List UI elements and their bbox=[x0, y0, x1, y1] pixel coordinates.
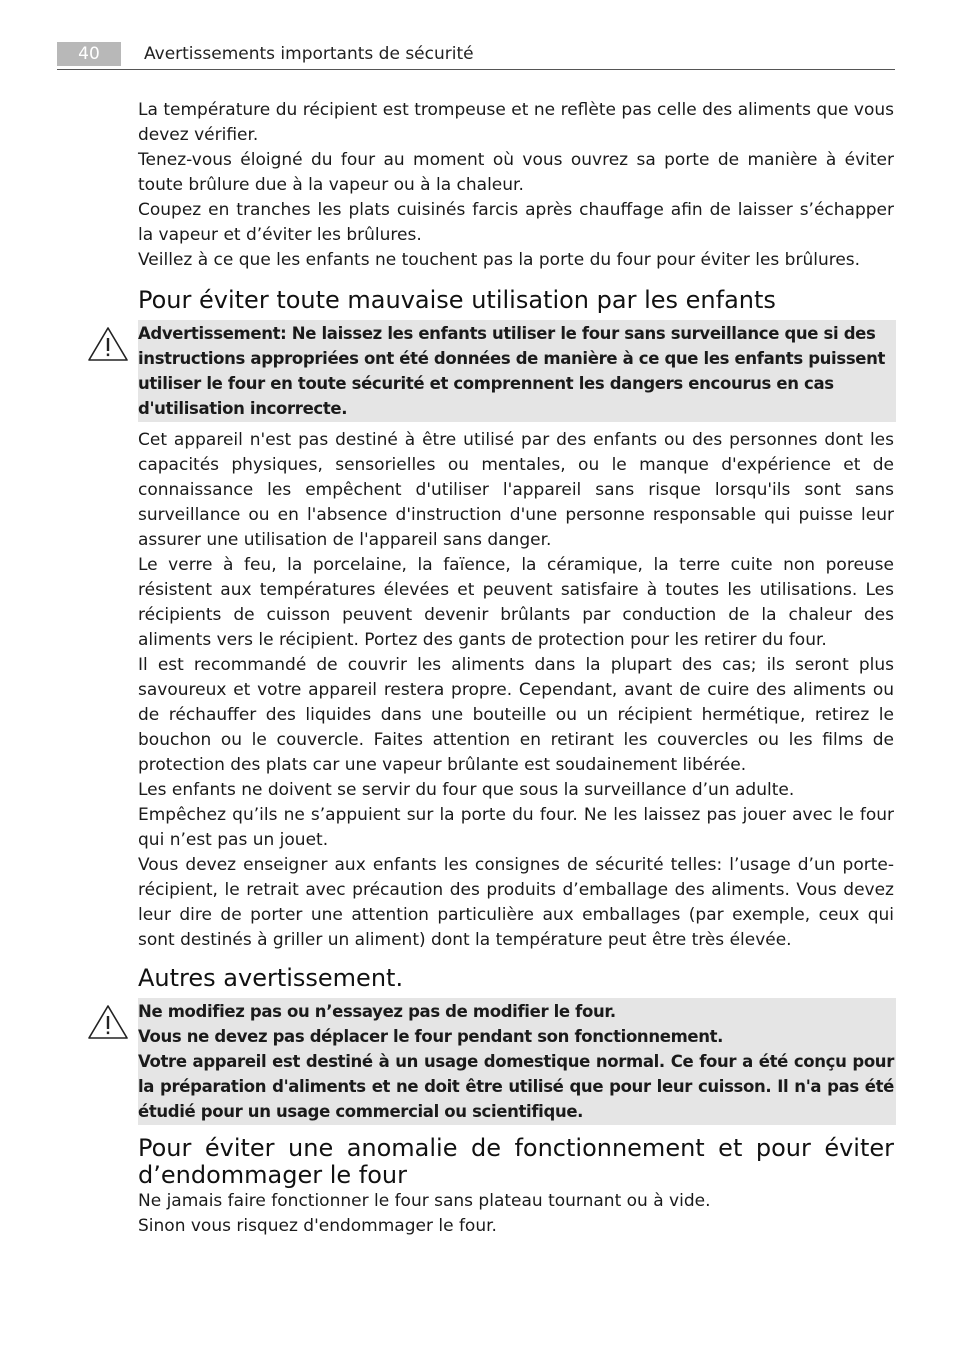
section-heading-malfunction: Pour éviter une anomalie de fonctionnement et pour éviter d’endommager le four bbox=[138, 1134, 894, 1189]
intro-section bbox=[138, 98, 894, 273]
paragraph: Tenez-vous éloigné du four au moment où vous ouvrez sa porte de manière à éviter toute brûlure due à la vapeur ou à la chaleur. bbox=[138, 150, 894, 195]
section-heading-children: Pour éviter toute mauvaise utilisation par les enfants bbox=[138, 286, 776, 314]
section-heading-other-warnings: Autres avertissement. bbox=[138, 964, 404, 992]
paragraph: Vous devez enseigner aux enfants les consignes de sécurité telles: l’usage d’un porte-récipient, le retrait avec précaution des produits d’emballage des aliments. Vous devez leur dire de porter une attention particulière aux emballages (par exemple, ceux qui sont destinés à griller un aliment) dont la température peut être très élevée. bbox=[138, 855, 894, 950]
paragraph: Coupez en tranches les plats cuisinés farcis après chauffage afin de laisser s’échapper la vapeur et d’éviter les brûlures. bbox=[138, 200, 894, 245]
warning-triangle-icon bbox=[86, 325, 130, 363]
paragraph: Les enfants ne doivent se servir du four que sous la surveillance d’un adulte. bbox=[138, 780, 795, 800]
page-number: 40 bbox=[57, 42, 121, 66]
header-title: Avertissements importants de sécurité bbox=[144, 44, 474, 64]
page-header bbox=[57, 40, 895, 70]
children-section-body bbox=[138, 428, 894, 953]
paragraph: Empêchez qu’ils ne s’appuient sur la porte du four. Ne les laissez pas jouer avec le four qui n’est pas un jouet. bbox=[138, 805, 894, 850]
warning-paragraph: Ne modifiez pas ou n’essayez pas de modifier le four. bbox=[138, 1002, 616, 1021]
paragraph: La température du récipient est trompeuse et ne reflète pas celle des aliments que vous devez vérifier. bbox=[138, 100, 894, 145]
warning-line: utiliser le four en toute sécurité et comprennent les dangers encourus en cas bbox=[138, 374, 834, 393]
malfunction-section-body bbox=[138, 1189, 894, 1239]
page-content bbox=[138, 98, 894, 1239]
warning-triangle-icon bbox=[86, 1003, 130, 1041]
warning-paragraph: Votre appareil est destiné à un usage domestique normal. Ce four a été conçu pour la préparation d'aliments et ne doit être utilisé que pour leur cuisson. Il n'a pas été étudié pour un usage commercial ou scientifique. bbox=[138, 1052, 894, 1121]
paragraph: Sinon vous risquez d'endommager le four. bbox=[138, 1216, 497, 1236]
warning-line: instructions appropriées ont été données de manière à ce que les enfants puissent bbox=[138, 349, 886, 368]
warning-box-other bbox=[138, 998, 896, 1125]
paragraph: Veillez à ce que les enfants ne touchent pas la porte du four pour éviter les brûlures. bbox=[138, 250, 861, 270]
paragraph: Il est recommandé de couvrir les aliments dans la plupart des cas; ils seront plus savoureux et votre appareil restera propre. Cependant, avant de cuire des aliments ou de réchauffer des liquides dans une bouteille ou un récipient hermétique, retirez le bouchon ou le couvercle. Faites attention en retirant les couvercles ou les films de protection des plats car une vapeur brûlante est soudainement libérée. bbox=[138, 655, 894, 775]
warning-line: d'utilisation incorrecte. bbox=[138, 399, 348, 418]
warning-line: Advertissement: Ne laissez les enfants utiliser le four sans surveillance que si des bbox=[138, 324, 876, 343]
paragraph: Cet appareil n'est pas destiné à être utilisé par des enfants ou des personnes dont les capacités physiques, sensorielles ou mentales, ou le manque d'expérience et de connaissance les empêchent d'utiliser l'appareil sans risque lorsqu'ils sont sans surveillance ou en l'absence d'instruction d'une personne responsable qui puisse leur assurer une utilisation de l'appareil sans danger. bbox=[138, 430, 894, 550]
paragraph: Le verre à feu, la porcelaine, la faïence, la céramique, la terre cuite non poreuse résistent aux températures élevées et peuvent satisfaire à toutes les utilisations. Les récipients de cuisson peuvent devenir brûlants par conduction de la chaleur des aliments vers le récipient. Portez des gants de protection pour les retirer du four. bbox=[138, 555, 894, 650]
warning-box-children bbox=[138, 320, 896, 422]
warning-paragraph: Vous ne devez pas déplacer le four pendant son fonctionnement. bbox=[138, 1027, 724, 1046]
paragraph: Ne jamais faire fonctionner le four sans plateau tournant ou à vide. bbox=[138, 1191, 711, 1211]
